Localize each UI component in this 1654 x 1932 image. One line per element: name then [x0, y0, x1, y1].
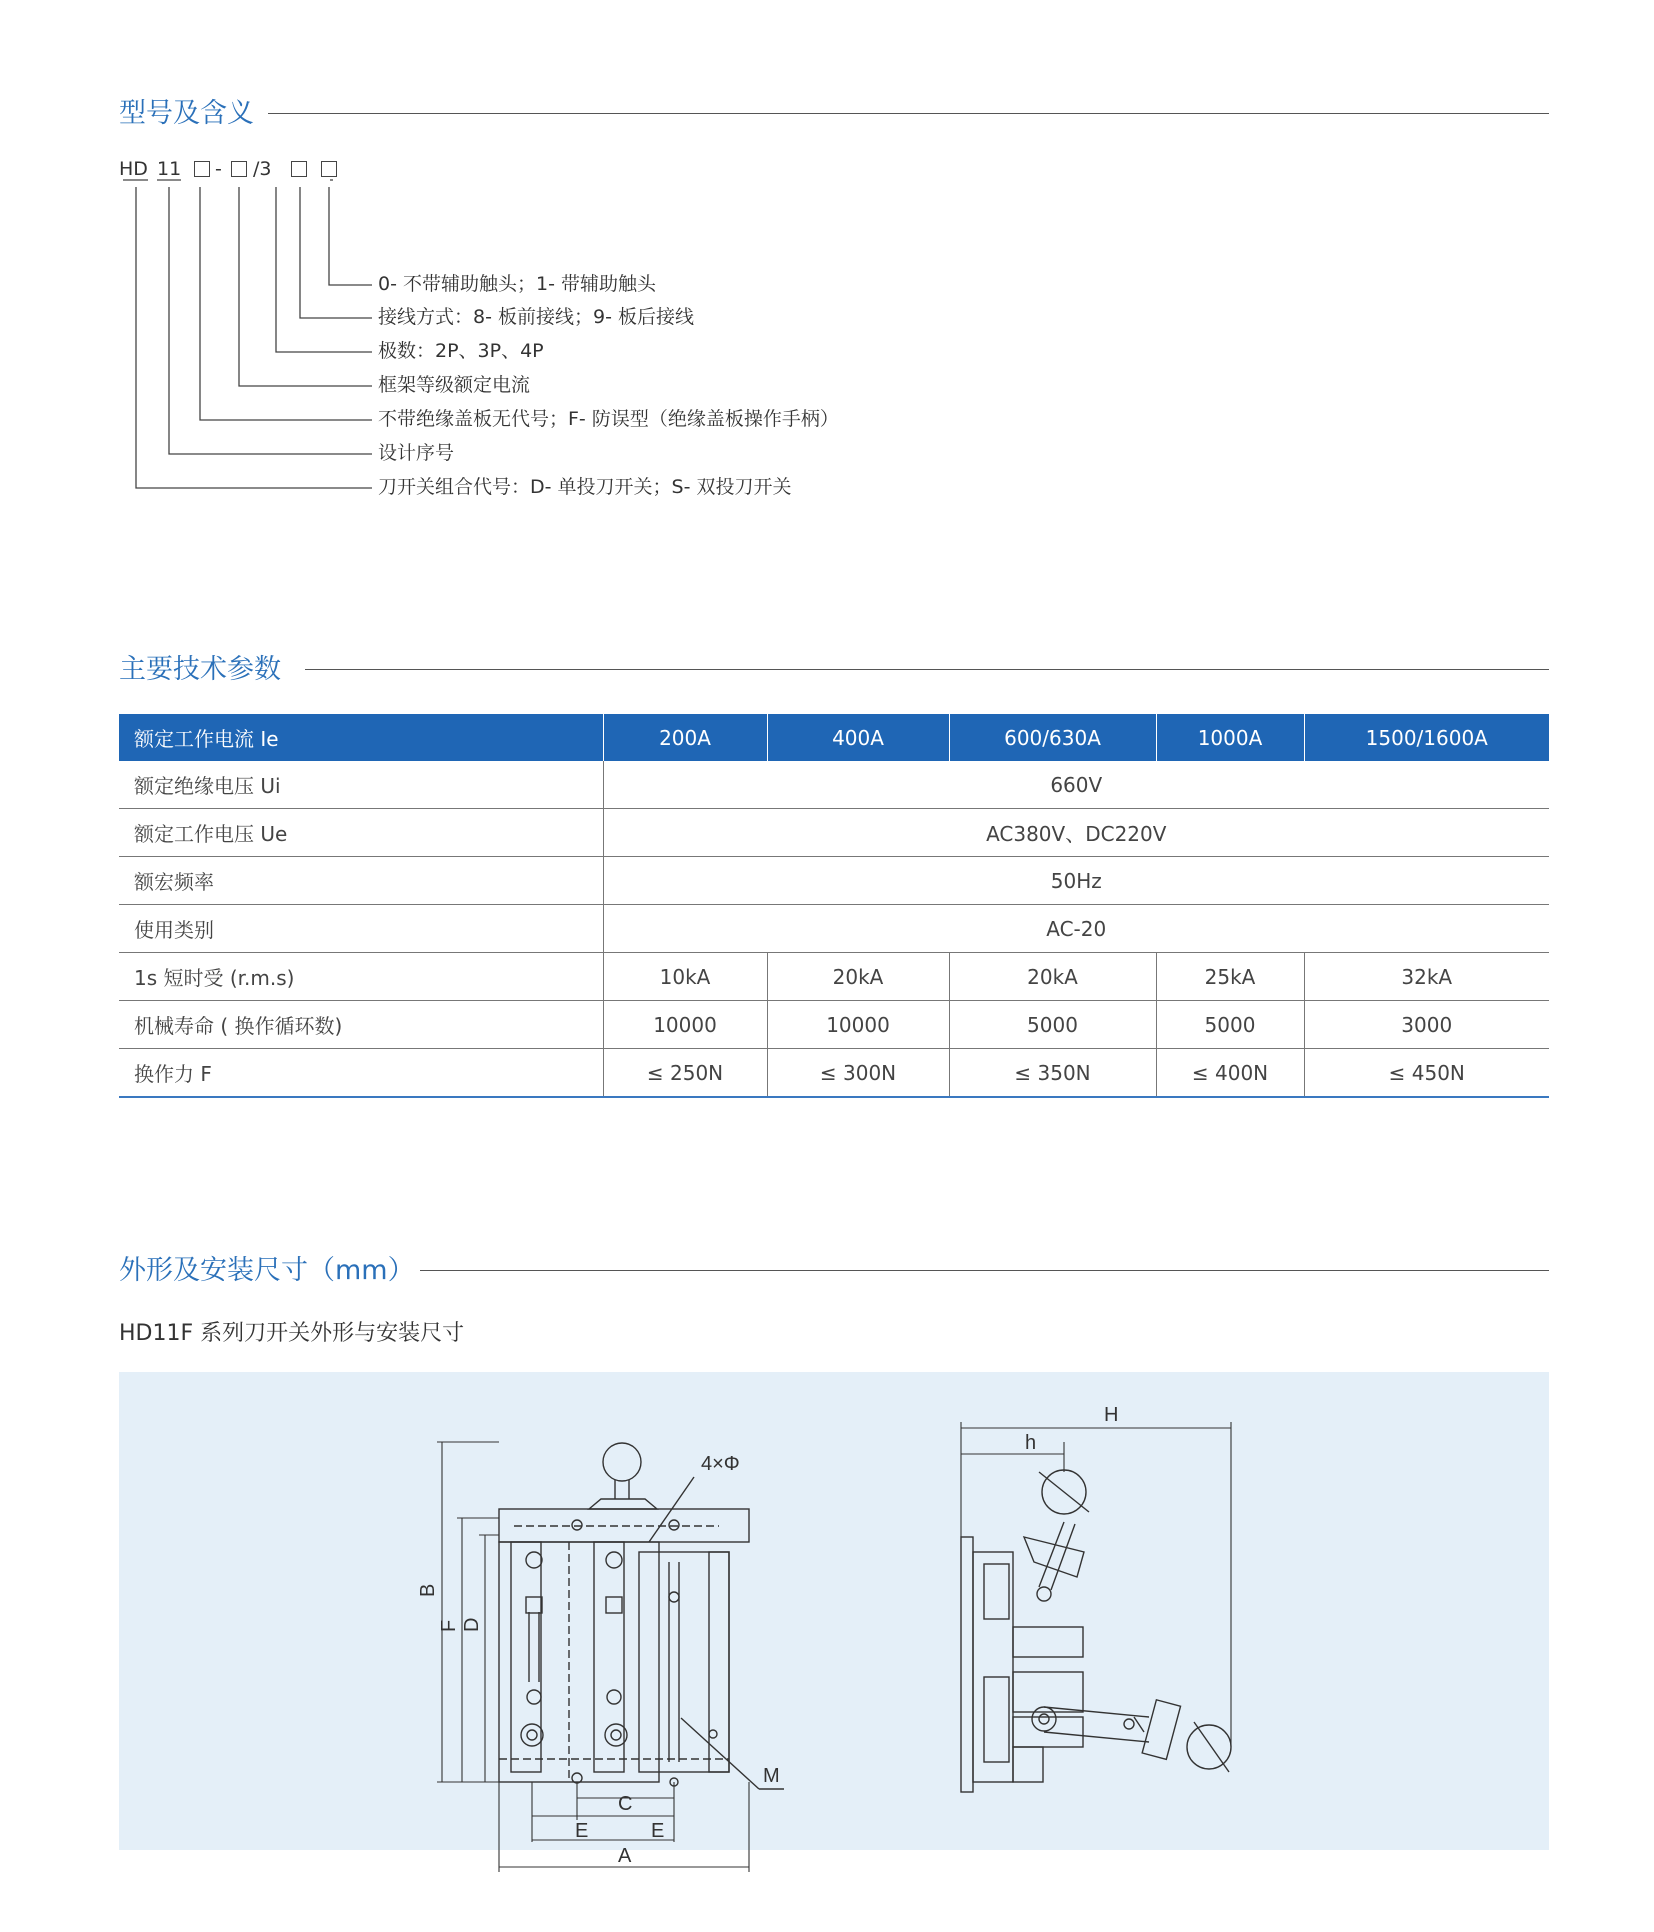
cell-value: 660V: [603, 761, 1549, 809]
row-label: 额定绝缘电压 Ui: [119, 761, 603, 809]
dim-label-M: M: [763, 1765, 780, 1787]
cell-value: 32kA: [1304, 953, 1549, 1001]
cell-value: 50Hz: [603, 857, 1549, 905]
side-view-drawing: [961, 1470, 1231, 1792]
params-header-row: [119, 714, 1549, 761]
header-cell: 1000A: [1156, 714, 1304, 761]
model-code-slash-three: /3: [253, 158, 272, 180]
model-code-prefix: HD: [119, 158, 148, 180]
cell-value: 5000: [949, 1001, 1156, 1049]
header-cell: 1500/1600A: [1304, 714, 1549, 761]
model-code-dash: -: [215, 158, 222, 180]
model-desc-wiring: 接线方式：8- 板前接线；9- 板后接线: [378, 306, 694, 328]
params-table: [119, 714, 1549, 1098]
dim-label-E-right: E: [651, 1820, 665, 1842]
table-row: [119, 761, 1549, 809]
title-rule-params: [305, 669, 1549, 670]
cell-value: ≤ 350N: [949, 1049, 1156, 1098]
cell-value: 10kA: [603, 953, 767, 1001]
cell-value: ≤ 450N: [1304, 1049, 1549, 1098]
model-desc-cover: 不带绝缘盖板无代号；F- 防误型（绝缘盖板操作手柄）: [378, 408, 839, 430]
dim-label-H: H: [1104, 1404, 1119, 1426]
cell-value: 10000: [767, 1001, 949, 1049]
table-row: [119, 905, 1549, 953]
cell-value: 20kA: [767, 953, 949, 1001]
dim-label-B: B: [417, 1583, 439, 1597]
dim-label-E-left: E: [575, 1820, 589, 1842]
row-label: 额定工作电压 Ue: [119, 809, 603, 857]
drawing-subtitle: HD11F 系列刀开关外形与安装尺寸: [119, 1321, 465, 1346]
row-label: 额宏频率: [119, 857, 603, 905]
cell-value: AC-20: [603, 905, 1549, 953]
model-desc-frame-current: 框架等级额定电流: [378, 374, 531, 396]
header-cell: 600/630A: [949, 714, 1156, 761]
cell-value: 20kA: [949, 953, 1156, 1001]
row-label: 机械寿命 ( 换作循环数): [119, 1001, 603, 1049]
model-desc-auxiliary-contact: 0- 不带辅助触头；1- 带辅助触头: [378, 273, 656, 295]
model-desc-combination: 刀开关组合代号：D- 单投刀开关；S- 双投刀开关: [378, 476, 792, 498]
title-rule-dimensions: [420, 1270, 1549, 1271]
section-title-params: 主要技术参数: [119, 654, 281, 685]
dim-label-D: D: [461, 1617, 483, 1632]
dim-label-h: h: [1025, 1432, 1037, 1454]
model-code-tree-lines: [0, 0, 1654, 520]
header-cell: 额定工作电流 Ie: [119, 714, 603, 761]
model-desc-design-no: 设计序号: [378, 442, 455, 464]
section-title-dimensions: 外形及安装尺寸（mm）: [119, 1255, 415, 1286]
front-view-drawing: [499, 1443, 784, 1789]
row-label: 1s 短时受 (r.m.s): [119, 953, 603, 1001]
section-title-model: 型号及含义: [119, 98, 254, 129]
cell-value: 10000: [603, 1001, 767, 1049]
table-row: [119, 857, 1549, 905]
row-label: 使用类别: [119, 905, 603, 953]
dim-label-A: A: [618, 1845, 632, 1867]
cell-value: AC380V、DC220V: [603, 809, 1549, 857]
model-desc-poles: 极数：2P、3P、4P: [378, 340, 544, 362]
dim-label-4phi: 4×Φ: [701, 1453, 740, 1475]
table-row: [119, 809, 1549, 857]
cell-value: 5000: [1156, 1001, 1304, 1049]
cell-value: ≤ 400N: [1156, 1049, 1304, 1098]
cell-value: ≤ 300N: [767, 1049, 949, 1098]
dim-label-C: C: [618, 1793, 633, 1815]
dimension-drawings: [119, 1372, 1549, 1867]
header-cell: 400A: [767, 714, 949, 761]
side-view-dimensions: [961, 1422, 1231, 1747]
table-row: [119, 953, 1549, 1001]
cell-value: 3000: [1304, 1001, 1549, 1049]
row-label: 换作力 F: [119, 1049, 603, 1098]
drawing-panel: [119, 1372, 1549, 1867]
dim-label-F: F: [438, 1619, 460, 1632]
model-code-series: 11: [157, 158, 182, 180]
cell-value: ≤ 250N: [603, 1049, 767, 1098]
table-row: [119, 1049, 1549, 1098]
header-cell: 200A: [603, 714, 767, 761]
table-row: [119, 1001, 1549, 1049]
cell-value: 25kA: [1156, 953, 1304, 1001]
